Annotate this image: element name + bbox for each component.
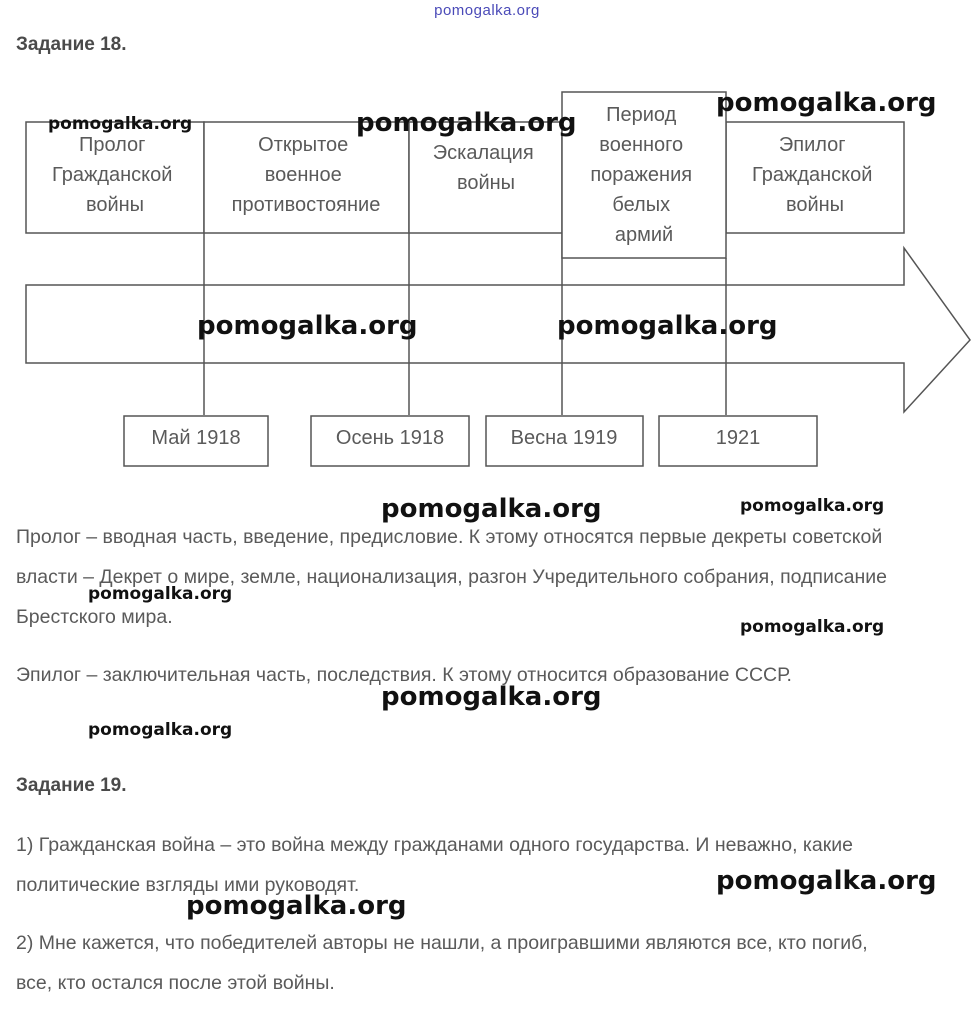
prologue-definition: Пролог – вводная часть, введение, предисловие. К этому относятся первые декреты советской власти – Декрет о мире, земле, национализация, разгон Учредительного собрания, подписание Брестского мира. [16,526,887,628]
watermark: pomogalka.org [381,682,602,712]
period-label-line: военное [264,164,342,186]
watermark: pomogalka.org [186,891,407,921]
watermark: pomogalka.org [48,114,193,134]
watermark: pomogalka.org [716,88,937,118]
timeline-arrow [26,248,970,412]
period-label-line: Гражданской [51,164,173,186]
watermark: pomogalka.org [716,866,937,896]
watermark: pomogalka.org [740,617,885,637]
period-label-line: Эскалация [432,142,534,164]
period-label-line: войны [85,194,145,216]
period-label-line: войны [785,194,845,216]
period-label-line: Эпилог [778,134,846,156]
watermark: pomogalka.org [381,494,602,524]
date-label: Осень 1918 [335,427,445,449]
period-label-line: противостояние [231,194,381,216]
date-label: Весна 1919 [510,427,618,449]
period-label-line: Гражданской [751,164,873,186]
watermark: pomogalka.org [88,584,233,604]
watermark: pomogalka.org [88,720,233,740]
watermark: pomogalka.org [356,108,577,138]
period-label-line: Пролог [78,134,146,156]
site-link[interactable]: pomogalka.org [434,2,540,19]
period-label-line: Открытое [258,134,349,156]
civil-war-timeline [0,0,974,480]
period-label-line: войны [456,172,516,194]
period-label-line: белых [612,194,671,216]
period-label-line: армий [614,224,674,246]
task-19-title: Задание 19. [16,775,127,796]
epilogue-definition: Эпилог – заключительная часть, последствия. К этому относится образование СССР. [16,664,792,686]
watermark: pomogalka.org [740,496,885,516]
task-18-title: Задание 18. [16,34,127,55]
task-19-answer-1: 1) Гражданская война – это война между гражданами одного государства. И неважно, какие политические взгляды ими руководят. [16,834,853,896]
period-label-line: поражения [590,164,693,186]
period-label-line: Период [606,104,677,126]
date-label: 1921 [715,427,761,449]
watermark: pomogalka.org [197,311,418,341]
watermark: pomogalka.org [557,311,778,341]
period-label-line: военного [599,134,684,156]
date-label: Май 1918 [151,427,241,449]
task-19-answer-2: 2) Мне кажется, что победителей авторы не нашли, а проигравшими являются все, кто погиб, все, кто остался после этой войны. [16,932,868,994]
